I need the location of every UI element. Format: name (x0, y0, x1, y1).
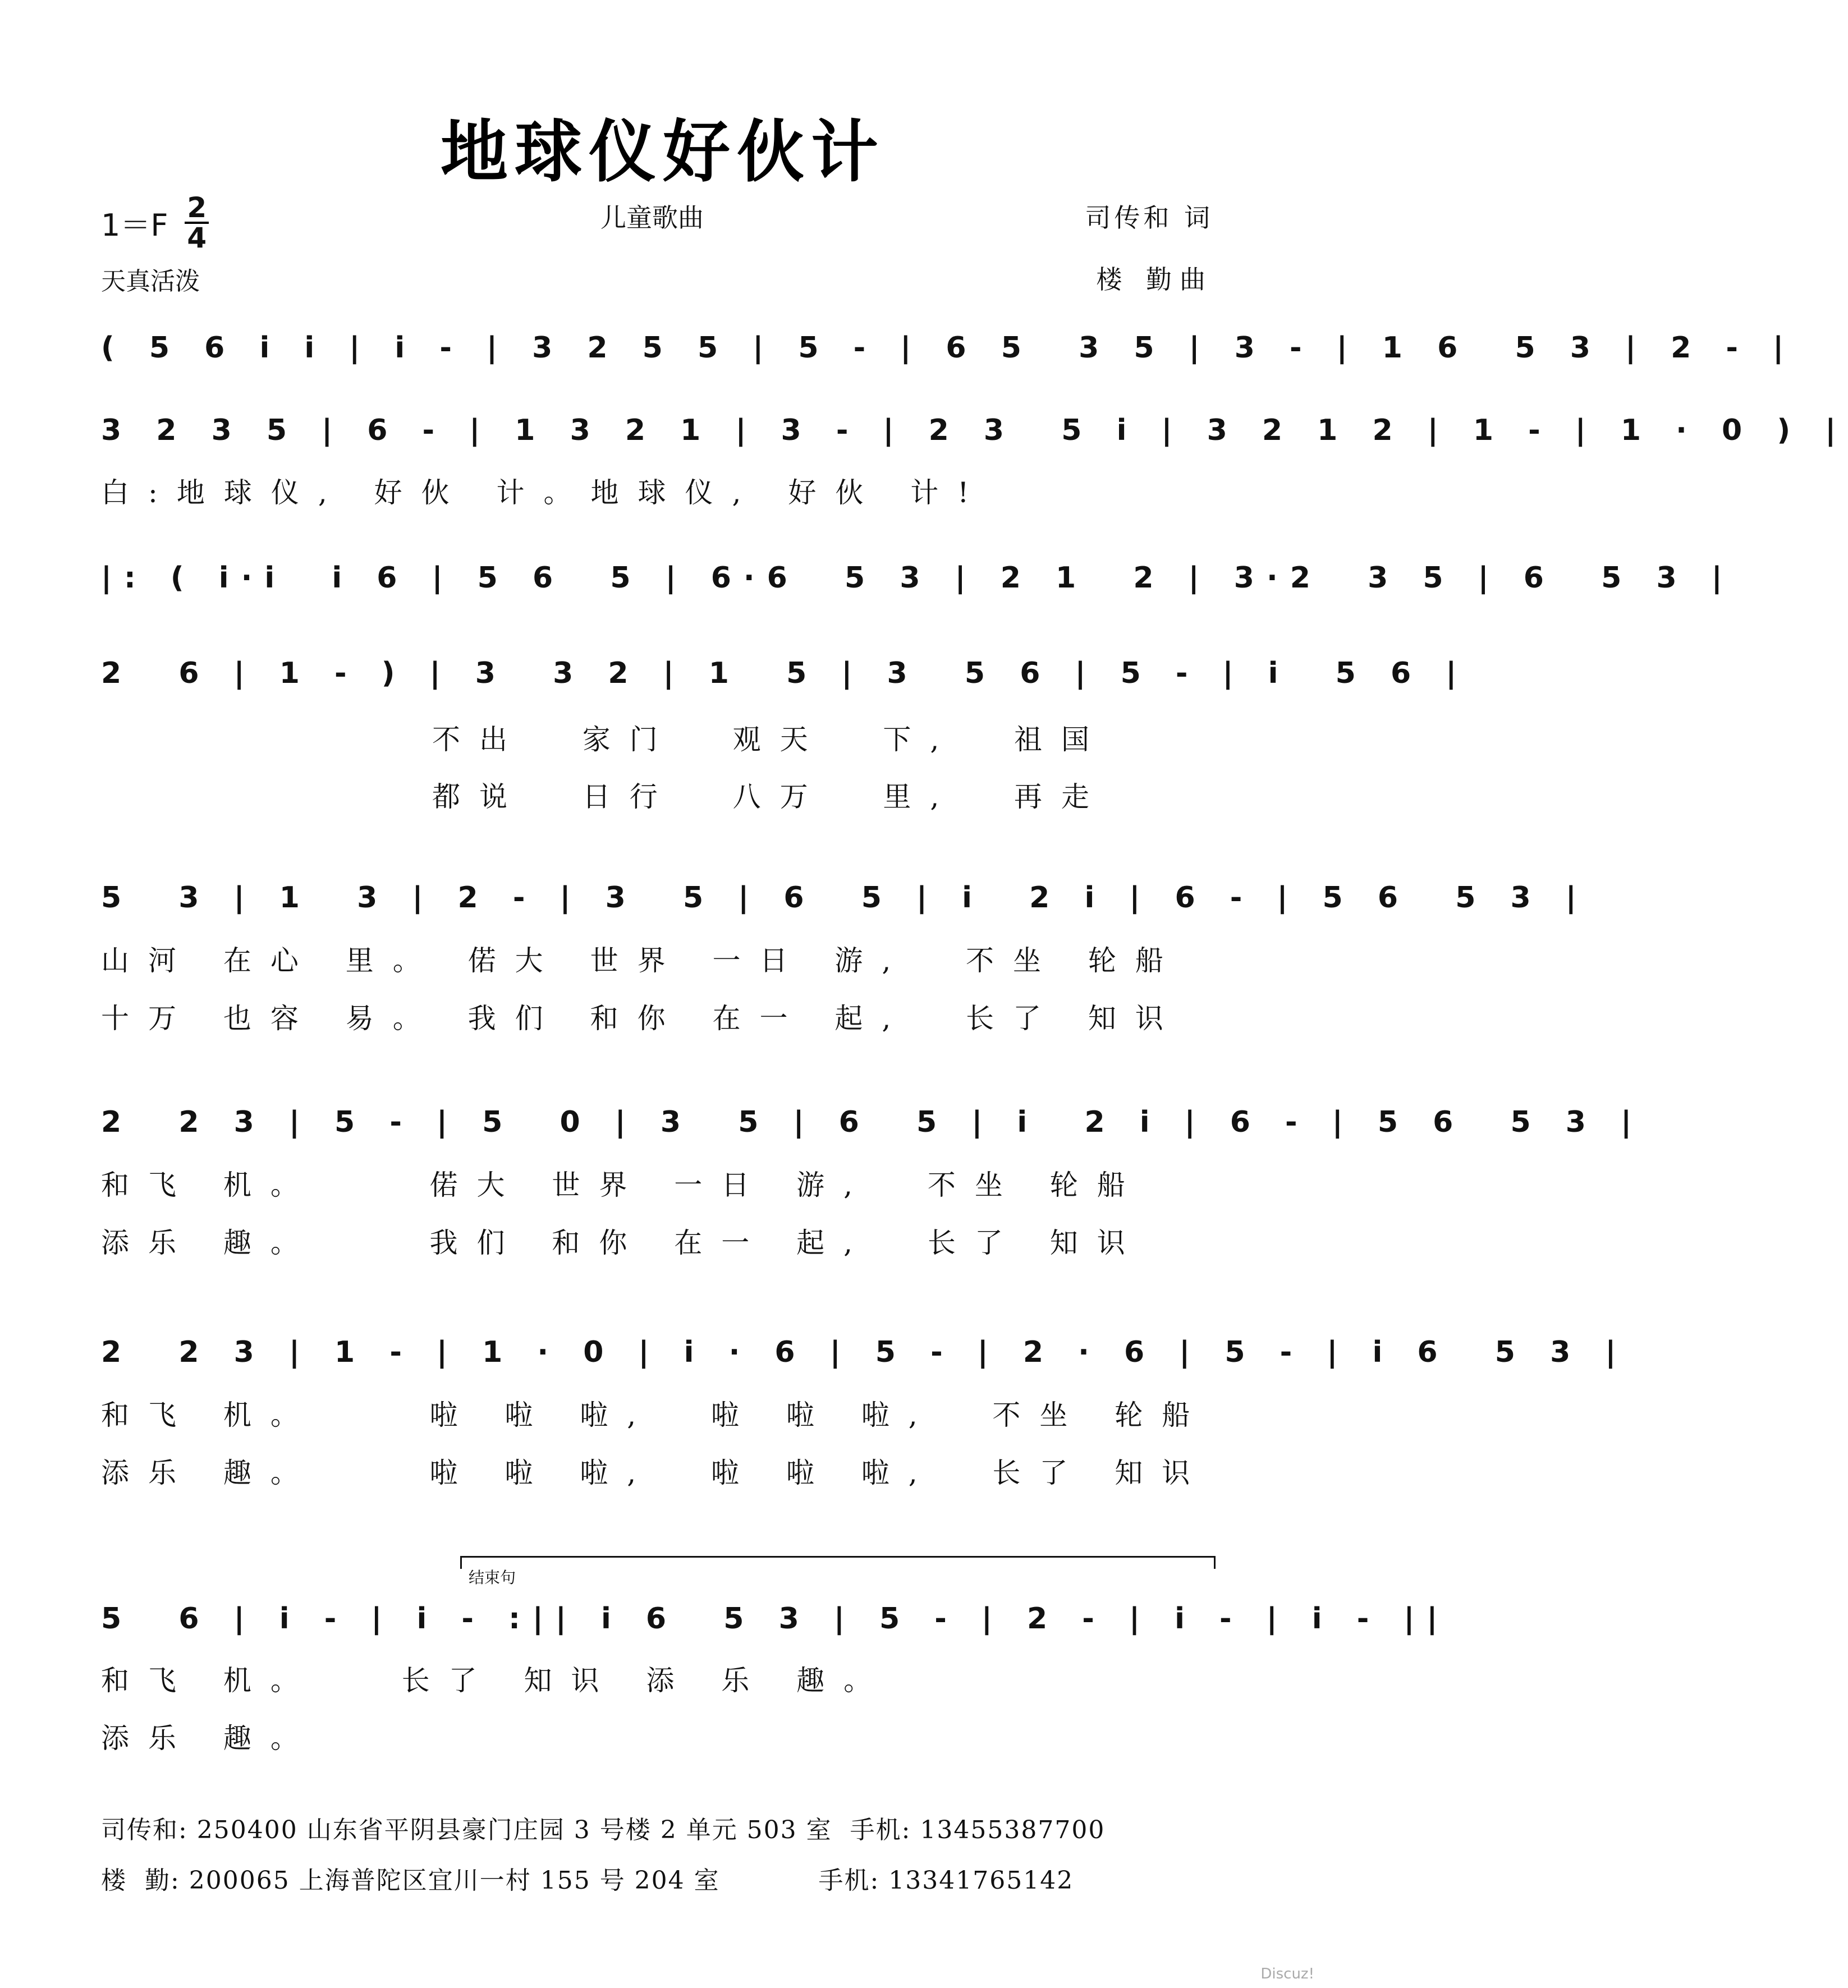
score-row-2 (101, 408, 1848, 453)
lyrics-row-4-verse-1 (101, 717, 1223, 756)
lyrics-row-5-verse-1 (101, 938, 1223, 977)
lyric-text: 添乐 趣。 我们 和你 在一 起, 长了 知识 (101, 1227, 1144, 1259)
notation-line: 5 3 | 1 3 | 2 - | 3 5 | 6 5 | i 2 i | 6 - | 5 6 5 3 | (101, 881, 1589, 915)
lyric-text: 和飞 机。 长了 知识 添 乐 趣。 (101, 1664, 891, 1697)
notation-line: ( 5 6 i i | i - | 3 2 5 5 | 5 - | 6 5 3 5 | 3 - | 1 6 5 3 | 2 - | (101, 331, 1796, 365)
lyrics-row-6-verse-1 (101, 1163, 1223, 1202)
lyric-text: 添乐 趣。 (101, 1722, 318, 1755)
spoken-text: 白:地球仪, 好伙 计。地球仪, 好伙 计! (101, 476, 988, 509)
score-row-7 (101, 1330, 1629, 1375)
lyric-text: 添乐 趣。 啦 啦 啦, 啦 啦 啦, 长了 知识 (101, 1457, 1209, 1489)
time-sig-bottom: 4 (187, 222, 207, 254)
lyric-text: 十万 也容 易。 我们 和你 在一 起, 长了 知识 (101, 1002, 1182, 1035)
score-row-5 (101, 875, 1589, 920)
spoken-line (101, 470, 1223, 509)
ending-bracket (460, 1556, 1216, 1569)
notation-line: 2 2 3 | 1 - | 1 · 0 | i · 6 | 5 - | 2 · 6 | 5 - | i 6 5 3 | (101, 1335, 1629, 1369)
lyric-text: 都说 日行 八万 里, 再走 (432, 780, 1109, 813)
notation-line: 5 6 | i - | i - :|| i 6 5 3 | 5 - | 2 - | i - | i - || (101, 1602, 1450, 1636)
score-row-3 (101, 555, 1735, 600)
lyrics-row-4-verse-2 (101, 774, 1223, 814)
song-title: 地球仪好伙计 (441, 112, 885, 191)
watermark: Discuz! (1260, 1966, 1314, 1982)
lyrics-row-5-verse-2 (101, 996, 1223, 1035)
contact-composer: 楼 勤: 200065 上海普陀区宜川一村 155 号 204 室 手机: 13341765142 (101, 1866, 1074, 1895)
time-sig-top: 2 (185, 194, 209, 224)
score-row-6 (101, 1100, 1644, 1145)
lyrics-row-7-verse-1 (101, 1393, 1223, 1432)
lyric-text: 和飞 机。 啦 啦 啦, 啦 啦 啦, 不坐 轮船 (101, 1399, 1209, 1431)
lyric-text: 山河 在心 里。 偌大 世界 一日 游, 不坐 轮船 (101, 944, 1182, 977)
time-signature (185, 191, 209, 254)
contact-lyricist: 司传和: 250400 山东省平阴县豪门庄园 3 号楼 2 单元 503 室 手机: 13455387700 (101, 1816, 1106, 1844)
score-row-1 (101, 325, 1796, 370)
composer-credit: 楼 勤曲 (1096, 264, 1213, 295)
score-row-8 (101, 1596, 1450, 1641)
lyrics-row-8-verse-2 (101, 1716, 1223, 1755)
lyric-text: 不出 家门 观天 下, 祖国 (432, 723, 1109, 756)
ending-label: 结束句 (469, 1568, 516, 1587)
lyrics-row-8-verse-1 (101, 1658, 1223, 1697)
tempo-marking: 天真活泼 (101, 267, 200, 296)
lyric-text: 和飞 机。 偌大 世界 一日 游, 不坐 轮船 (101, 1169, 1144, 1201)
score-row-4 (101, 651, 1469, 696)
notation-line: 2 2 3 | 5 - | 5 0 | 3 5 | 6 5 | i 2 i | 6 - | 5 6 5 3 | (101, 1105, 1644, 1139)
key-text: 1＝F (101, 207, 168, 243)
key-signature (101, 191, 209, 254)
notation-line: 3 2 3 5 | 6 - | 1 3 2 1 | 3 - | 2 3 5 i | 3 2 1 2 | 1 - | 1 · 0 ) | (101, 414, 1848, 447)
lyricist-credit: 司传和 词 (1085, 203, 1213, 233)
notation-line: |: ( i·i i 6 | 5 6 5 | 6·6 5 3 | 2 1 2 | 3·2 3 5 | 6 5 3 | (101, 561, 1735, 595)
genre: 儿童歌曲 (600, 203, 704, 233)
notation-line: 2 6 | 1 - ) | 3 3 2 | 1 5 | 3 5 6 | 5 - | i 5 6 | (101, 656, 1469, 690)
lyrics-row-7-verse-2 (101, 1450, 1223, 1490)
lyrics-row-6-verse-2 (101, 1220, 1223, 1260)
